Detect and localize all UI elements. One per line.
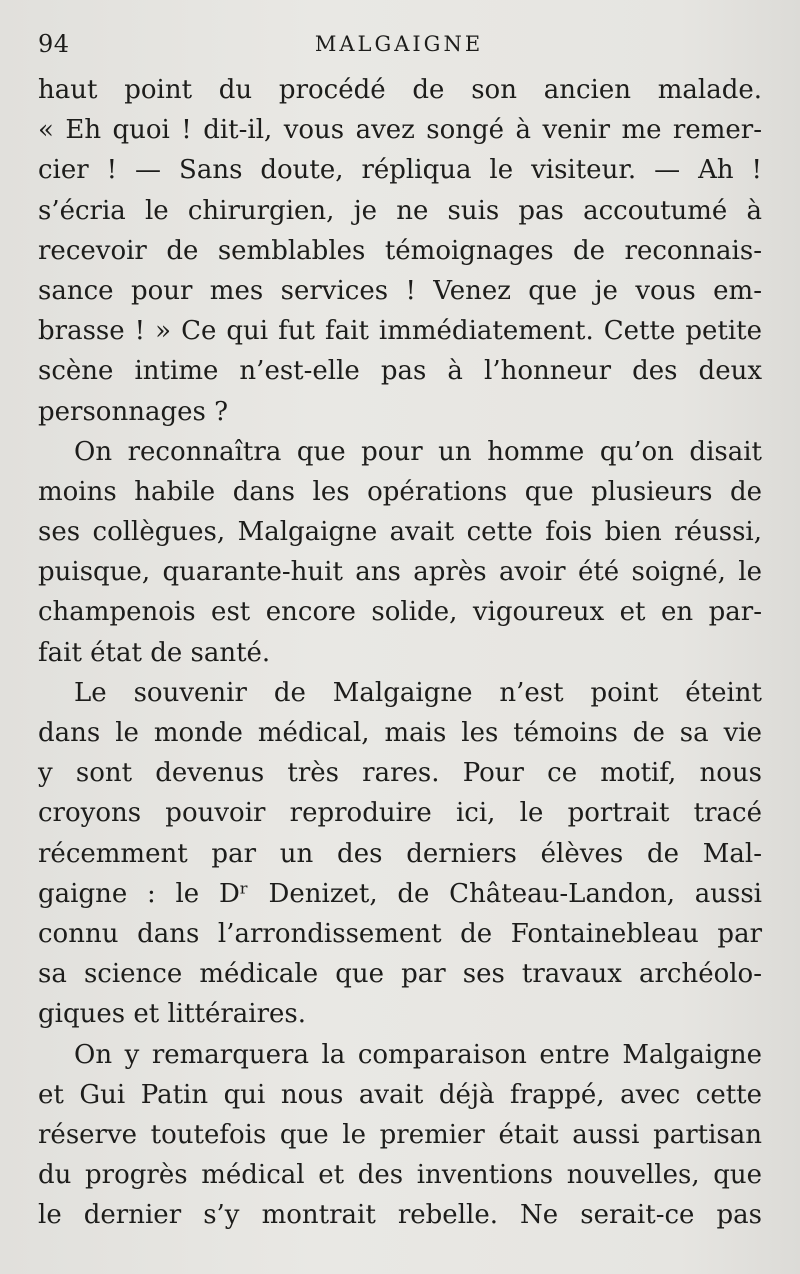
text-line: réserve toutefois que le premier était aussi partisan [38,1119,762,1150]
text-line: s’écria le chirurgien, je ne suis pas accoutumé à [38,195,762,226]
body-text [38,70,762,1235]
text-line: connu dans l’arrondissement de Fontainebleau par [38,918,762,949]
running-head: MALGAIGNE [314,32,484,56]
page-number: 94 [38,30,70,58]
text-line: haut point du procédé de son ancien malade. [38,75,762,105]
text-line: sance pour mes services ! Venez que je vous em- [38,275,762,306]
text-line: sa science médicale que par ses travaux archéolo- [38,959,762,990]
text-line: dans le monde médical, mais les témoins de sa vie [38,718,762,748]
text-line: croyons pouvoir reproduire ici, le portrait tracé [38,798,762,829]
text-line: gaigne : le Dʳ Denizet, de Château-Landon, aussi [38,878,762,909]
text-line: On reconnaîtra que pour un homme qu’on disait [74,436,762,467]
text-line: récemment par un des derniers élèves de Mal- [38,838,762,869]
text-line: champenois est encore solide, vigoureux et en par- [38,597,762,628]
text-line: Le souvenir de Malgaigne n’est point éteint [74,677,762,708]
page-header [38,30,760,64]
text-line: giques et littéraires. [38,999,307,1030]
text-line: recevoir de semblables témoignages de reconnais- [38,235,762,266]
text-line: y sont devenus très rares. Pour ce motif, nous [38,758,762,789]
text-line: cier ! — Sans doute, répliqua le visiteur. — Ah ! [38,155,762,186]
text-line: du progrès médical et des inventions nouvelles, que [38,1160,762,1191]
text-line: « Eh quoi ! dit-il, vous avez songé à venir me remer- [38,115,762,146]
text-line: et Gui Patin qui nous avait déjà frappé, avec cette [38,1079,762,1110]
text-line: fait état de santé. [38,637,271,668]
text-line: brasse ! » Ce qui fut fait immédiatement. Cette petite [38,316,762,347]
text-line: le dernier s’y montrait rebelle. Ne serait-ce pas [38,1200,762,1231]
text-line: puisque, quarante-huit ans après avoir été soigné, le [38,557,762,588]
text-line: On y remarquera la comparaison entre Malgaigne [74,1039,762,1070]
text-line: ses collègues, Malgaigne avait cette fois bien réussi, [38,517,762,548]
text-line: personnages ? [38,396,229,427]
text-line: moins habile dans les opérations que plusieurs de [38,476,762,507]
text-line: scène intime n’est-elle pas à l’honneur des deux [38,356,762,387]
